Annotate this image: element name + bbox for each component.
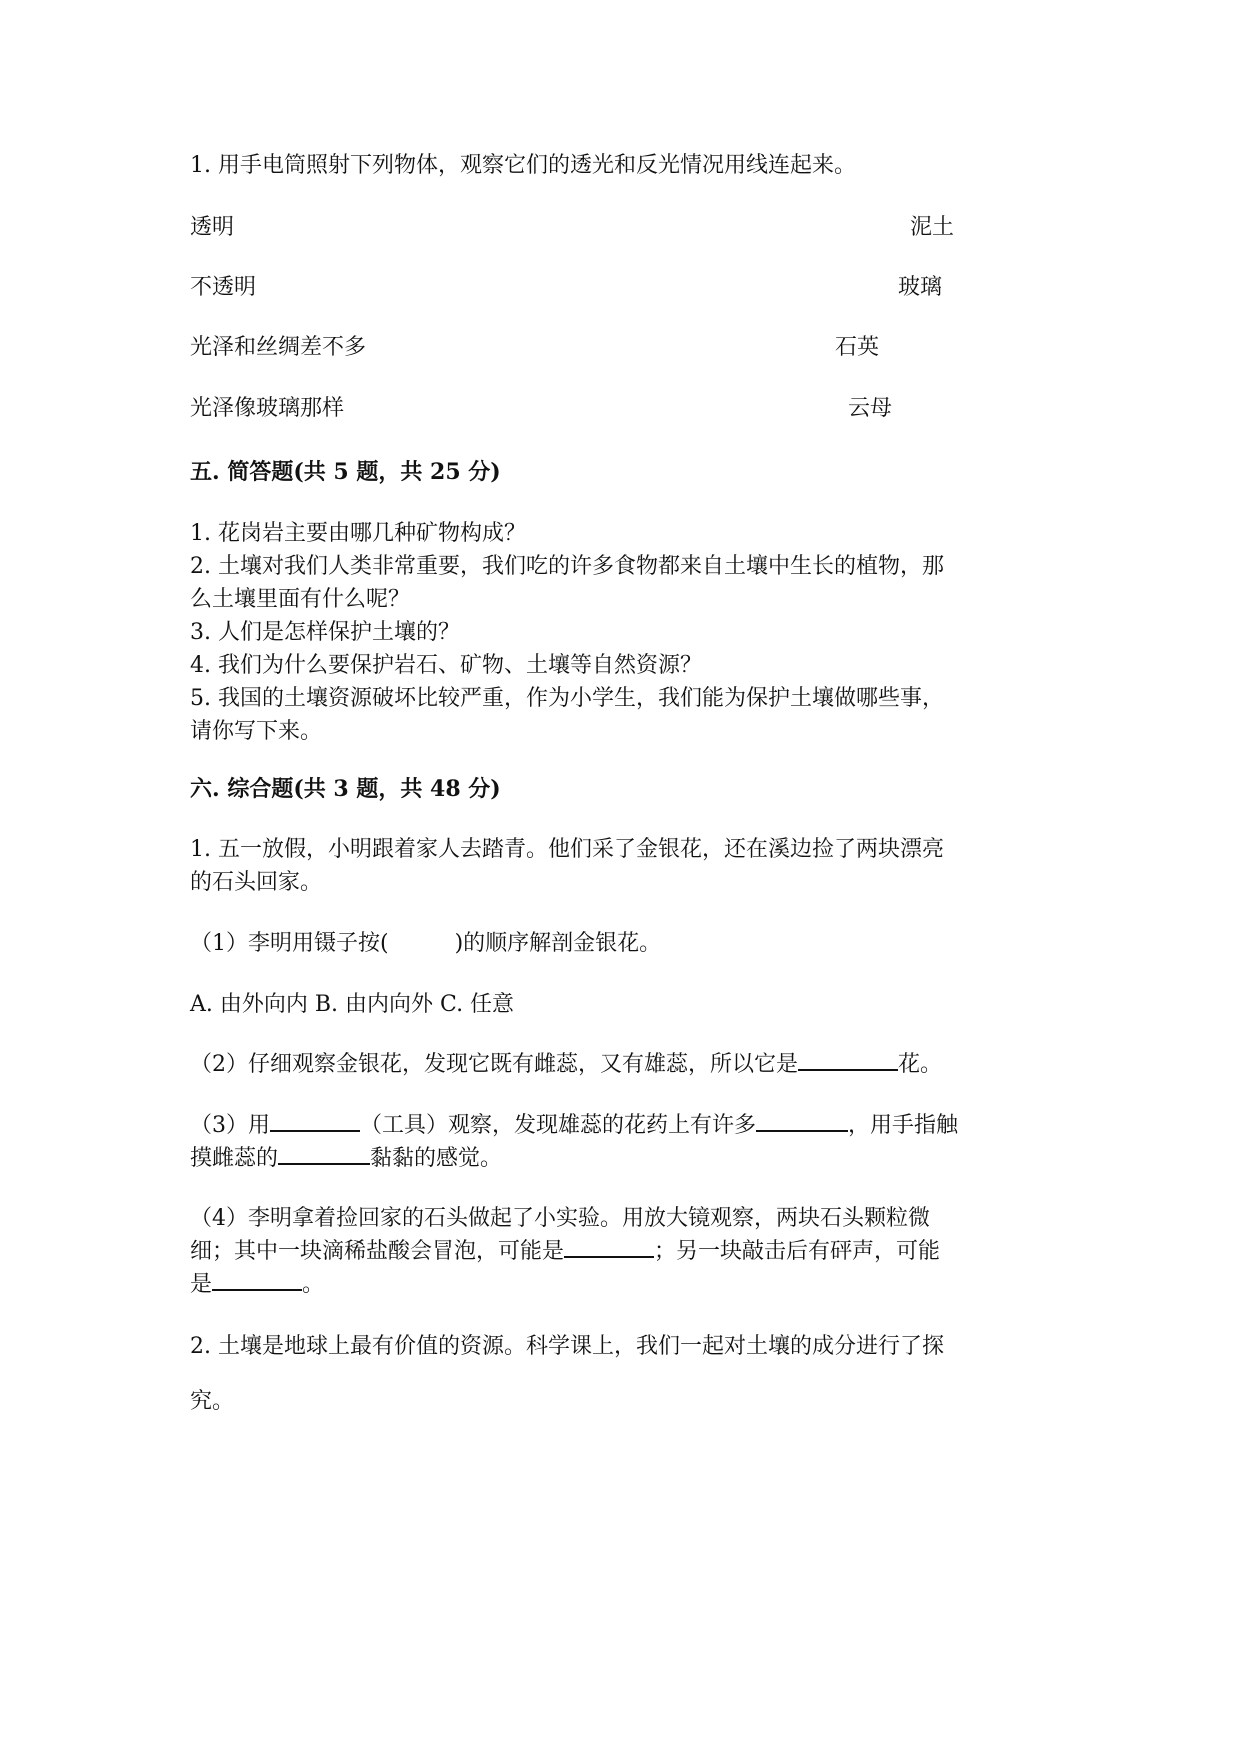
sub-question	[190, 1269, 324, 1301]
matching-prompt: 1. 用手电筒照射下列物体，观察它们的透光和反光情况用线连起来。	[190, 153, 856, 178]
answer-blank[interactable]	[278, 1143, 370, 1165]
sub-question-text: 细；其中一块滴稀盐酸会冒泡，可能是	[190, 1239, 565, 1264]
matching-right-item: 云母	[848, 396, 893, 421]
question-line: 么土壤里面有什么呢？	[190, 587, 411, 612]
matching-left-item: 不透明	[190, 275, 257, 300]
question-line: 2. 土壤对我们人类非常重要，我们吃的许多食物都来自土壤中生长的植物，那	[190, 554, 944, 579]
question-line: 3. 人们是怎样保护土壤的？	[190, 620, 460, 645]
sub-question: （4）李明拿着捡回家的石头做起了小实验。用放大镜观察，两块石头颗粒微	[190, 1206, 930, 1231]
question-line: 1. 五一放假，小明跟着家人去踏青。他们采了金银花，还在溪边捡了两块漂亮	[190, 837, 944, 862]
answer-options: A. 由外向内 B. 由内向外 C. 任意	[190, 992, 515, 1017]
sub-question-text: ；另一块敲击后有砰声，可能	[654, 1239, 941, 1264]
sub-question	[190, 1110, 958, 1142]
question-line: 究。	[190, 1389, 235, 1414]
question-line: 请你写下来。	[190, 719, 323, 744]
sub-question-text: 花。	[898, 1052, 943, 1077]
answer-blank[interactable]	[564, 1236, 654, 1258]
answer-blank[interactable]	[756, 1110, 848, 1132]
sub-question	[190, 1143, 502, 1175]
matching-right-item: 玻璃	[898, 275, 943, 300]
question-line: 4. 我们为什么要保护岩石、矿物、土壤等自然资源？	[190, 653, 702, 678]
answer-blank[interactable]	[270, 1110, 360, 1132]
sub-question-text: 摸雌蕊的	[190, 1146, 279, 1171]
sub-question-text: ，用手指触	[848, 1113, 959, 1138]
sub-question	[190, 1049, 942, 1081]
sub-question-text: 黏黏的感觉。	[370, 1146, 503, 1171]
sub-question-text: （工具）观察，发现雄蕊的花药上有许多	[360, 1113, 757, 1138]
question-line: 1. 花岗岩主要由哪几种矿物构成？	[190, 521, 526, 546]
answer-blank[interactable]	[212, 1269, 302, 1291]
matching-right-item: 泥土	[910, 215, 955, 240]
matching-left-item: 透明	[190, 215, 235, 240]
question-line: 的石头回家。	[190, 870, 323, 895]
sub-question-text: 。	[302, 1272, 325, 1297]
matching-left-item: 光泽像玻璃那样	[190, 396, 345, 421]
sub-question: （1）李明用镊子按( )的顺序解剖金银花。	[190, 931, 662, 956]
section-heading: 五. 简答题(共 5 题，共 25 分)	[190, 459, 501, 485]
question-line: 2. 土壤是地球上最有价值的资源。科学课上，我们一起对土壤的成分进行了探	[190, 1334, 944, 1359]
matching-left-item: 光泽和丝绸差不多	[190, 335, 367, 360]
sub-question-text: （3）用	[190, 1113, 270, 1138]
sub-question-text: （2）仔细观察金银花，发现它既有雌蕊，又有雄蕊，所以它是	[190, 1052, 798, 1077]
section-heading: 六. 综合题(共 3 题，共 48 分)	[190, 776, 501, 802]
matching-right-item: 石英	[835, 335, 880, 360]
sub-question	[190, 1236, 940, 1268]
answer-blank[interactable]	[798, 1049, 898, 1071]
question-line: 5. 我国的土壤资源破坏比较严重，作为小学生，我们能为保护土壤做哪些事，	[190, 686, 944, 711]
sub-question-text: 是	[190, 1272, 213, 1297]
